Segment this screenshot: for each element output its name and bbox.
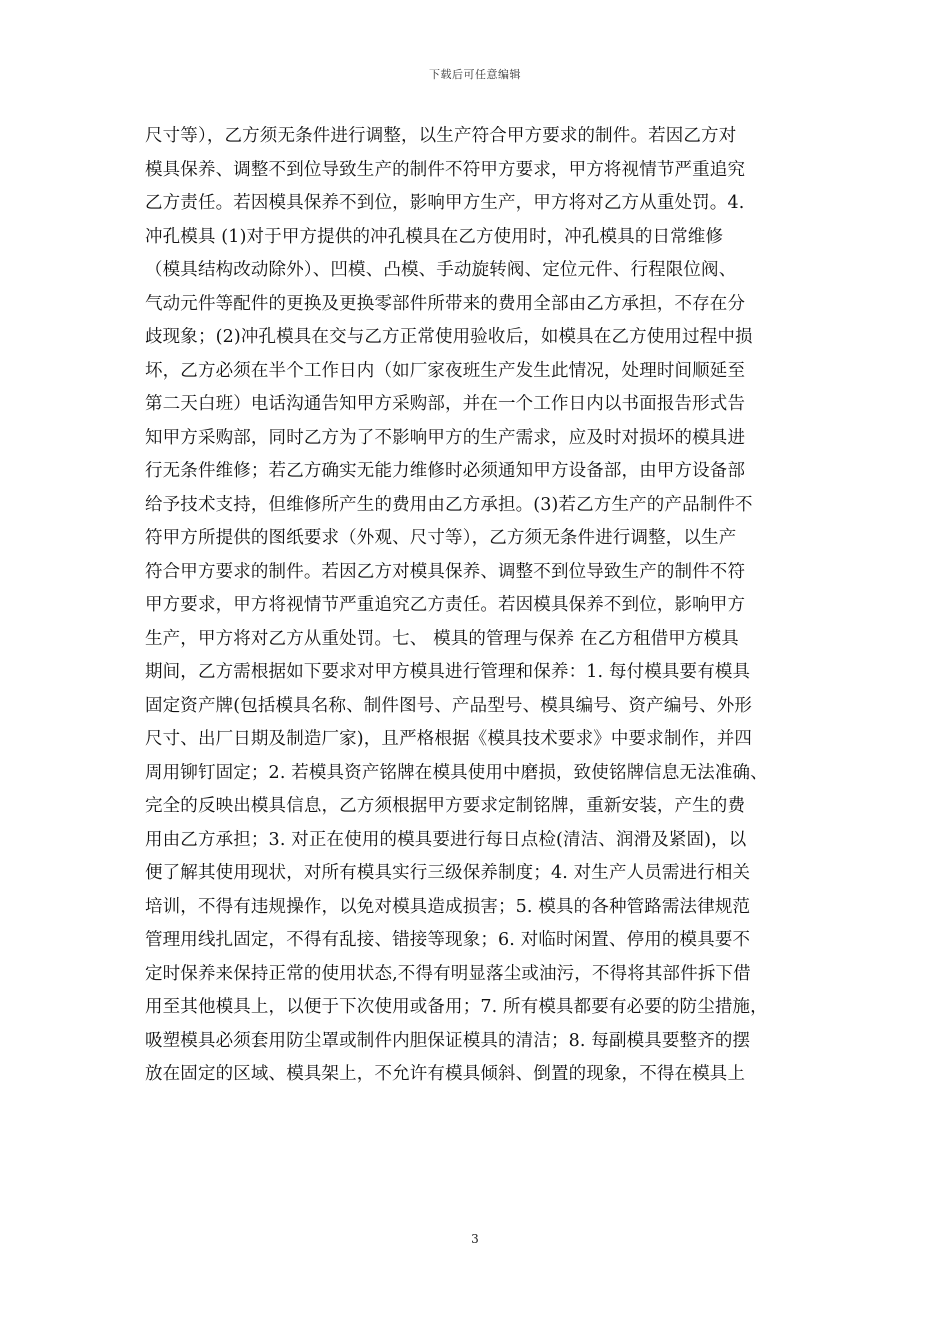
body-line: 坏，乙方必须在半个工作日内（如厂家夜班生产发生此情况，处理时间顺延至: [145, 360, 746, 381]
body-line: 尺寸、出厂日期及制造厂家)，且严格根据《模具技术要求》中要求制作，并四: [145, 729, 753, 749]
body-line: 吸塑模具必须套用防尘罩或制件内胆保证模具的清洁；8. 每副模具要整齐的摆: [145, 1030, 751, 1051]
body-line: 符合甲方要求的制件。若因乙方对模具保养、调整不到位导致生产的制件不符: [145, 561, 746, 582]
body-line: 给予技术支持，但维修所产生的费用由乙方承担。(3)若乙方生产的产品制件不: [145, 494, 753, 515]
body-line: 生产，甲方将对乙方从重处罚。七、 模具的管理与保养 在乙方租借甲方模具: [145, 628, 739, 649]
body-line: 用至其他模具上，以便于下次使用或备用；7. 所有模具都要有必要的防尘措施，: [145, 997, 768, 1017]
body-line: 周用铆钉固定；2. 若模具资产铭牌在模具使用中磨损，致使铭牌信息无法准确、: [145, 762, 768, 783]
body-line: 冲孔模具 (1)对于甲方提供的冲孔模具在乙方使用时，冲孔模具的日常维修: [145, 226, 724, 247]
body-line: 便了解其使用现状，对所有模具实行三级保养制度；4. 对生产人员需进行相关: [145, 863, 751, 883]
body-line: 气动元件等配件的更换及更换零部件所带来的费用全部由乙方承担，不存在分: [145, 293, 746, 314]
page-number: 3: [471, 1232, 479, 1246]
body-line: 完全的反映出模具信息，乙方须根据甲方要求定制铭牌，重新安装，产生的费: [145, 796, 746, 816]
body-line: 符甲方所提供的图纸要求（外观、尺寸等），乙方须无条件进行调整，以生产: [145, 528, 737, 548]
document-body: [145, 120, 805, 1092]
body-line: 用由乙方承担；3. 对正在使用的模具要进行每日点检(清洁、润滑及紧固)，以: [145, 829, 747, 850]
body-line: （模具结构改动除外）、凹模、凸模、手动旋转阀、定位元件、行程限位阀、: [145, 260, 737, 280]
body-line: 乙方责任。若因模具保养不到位，影响甲方生产，甲方将对乙方从重处罚。4.: [145, 193, 745, 213]
body-line: 期间，乙方需根据如下要求对甲方模具进行管理和保养：1. 每付模具要有模具: [145, 662, 751, 682]
body-line: 尺寸等），乙方须无条件进行调整，以生产符合甲方要求的制件。若因乙方对: [145, 126, 737, 146]
body-line: 培训，不得有违规操作，以免对模具造成损害；5. 模具的各种管路需法律规范: [145, 896, 751, 917]
body-line: 行无条件维修；若乙方确实无能力维修时必须通知甲方设备部，由甲方设备部: [145, 461, 746, 481]
body-line: 歧现象；(2)冲孔模具在交与乙方正常使用验收后，如模具在乙方使用过程中损: [145, 327, 753, 347]
body-line: 知甲方采购部，同时乙方为了不影响甲方的生产需求，应及时对损坏的模具进: [145, 427, 746, 448]
body-line: 管理用线扎固定，不得有乱接、错接等现象；6. 对临时闲置、停用的模具要不: [145, 930, 751, 950]
body-line: 第二天白班）电话沟通告知甲方采购部，并在一个工作日内以书面报告形式告: [145, 394, 746, 414]
body-line: 固定资产牌(包括模具名称、制件图号、产品型号、模具编号、资产编号、外形: [145, 695, 753, 716]
page-header: 下载后可任意编辑: [429, 68, 521, 81]
body-line: 定时保养来保持正常的使用状态,不得有明显落尘或油污，不得将其部件拆下借: [145, 963, 751, 984]
body-line: 甲方要求，甲方将视情节严重追究乙方责任。若因模具保养不到位，影响甲方: [145, 595, 746, 615]
body-line: 放在固定的区域、模具架上，不允许有模具倾斜、倒置的现象，不得在模具上: [145, 1064, 746, 1084]
body-line: 模具保养、调整不到位导致生产的制件不符甲方要求，甲方将视情节严重追究: [145, 159, 746, 180]
